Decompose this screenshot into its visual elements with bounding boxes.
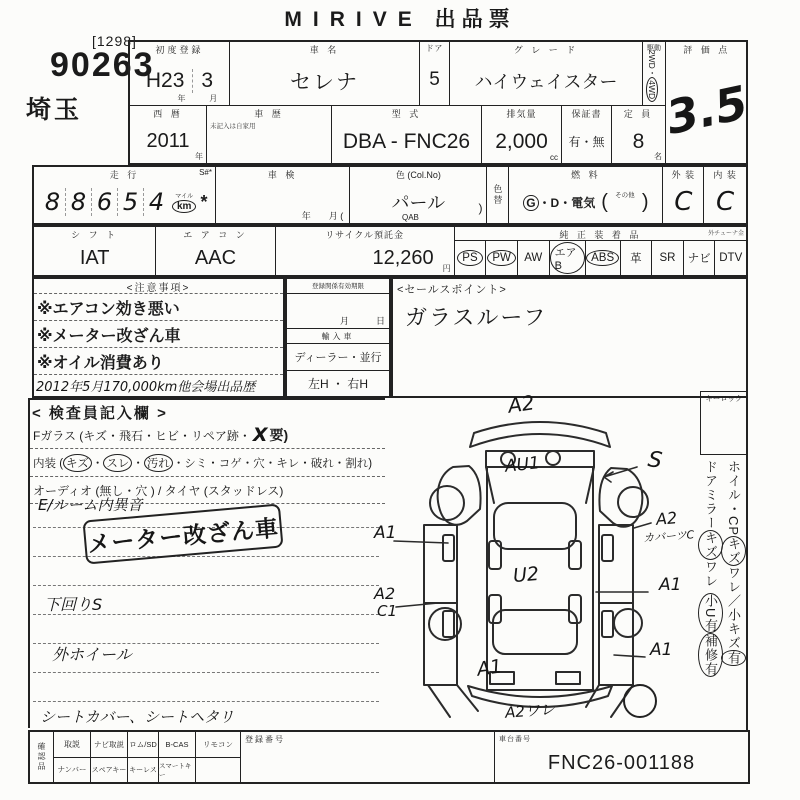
sheet-title-jp: 出品票 (434, 8, 516, 31)
inspector-header: < 検査員記入欄 > (32, 405, 168, 422)
year-label: 西 暦 (153, 109, 183, 120)
sales-point-value: ガラスルーフ (405, 305, 548, 330)
fuel-other-label: その他 (615, 191, 635, 199)
chassis-number-cell (495, 732, 748, 782)
mark-left-front: A1 (374, 523, 397, 543)
inspector-note: 外ホイール (52, 645, 132, 664)
year-value: 2011 (146, 130, 190, 153)
handle-position-label: 左H ・ 右H (307, 376, 368, 391)
doc-cell-empty (196, 758, 240, 783)
equip-airbag: エアB (550, 241, 586, 275)
grade-cell (450, 42, 643, 105)
shift-label: シ フ ト (71, 230, 119, 240)
mirror-condition-note: ドアミラーキズワレ 小U有補修有 (700, 460, 723, 732)
keylock-label: キーロック (705, 394, 743, 403)
front-bumper (470, 422, 610, 447)
keylock-box (700, 391, 748, 455)
lot-bracket: [1298] (92, 33, 137, 49)
mark-roof: U2 (512, 562, 540, 588)
dealer-parallel-label: ディーラー・並行 (287, 344, 389, 371)
warranty-value: 有・無 (568, 135, 605, 150)
first-reg-year-unit: 年 (177, 94, 186, 104)
chassis-number-label: 車台番号 (499, 736, 531, 743)
mark-rear-hatch: A1 (475, 655, 504, 681)
doc-cell-spare-key (91, 758, 128, 783)
equip-sr: SR (652, 241, 684, 275)
mark-hood: AU1 (504, 453, 541, 477)
displacement-unit: cc (550, 153, 558, 162)
front-glass-text: Fガラス (キズ・飛石・ヒビ・リペア跡・ (33, 428, 251, 443)
fuel-paren-close: ) (641, 190, 649, 213)
notice-line: ※エアコン効き悪い (34, 294, 283, 321)
auction-number: 90263 (50, 46, 155, 84)
interior-grade-value: C (716, 187, 735, 217)
mileage-unit-top: マイル (175, 194, 194, 200)
history-label: 車 歴 (254, 109, 284, 120)
first-registration-era: H23 (145, 68, 185, 92)
inspection-label: 車 検 (267, 170, 298, 180)
color-cell (350, 167, 487, 223)
wheel (614, 609, 642, 637)
capacity-value: 8 (632, 129, 645, 153)
doc-label: リモコン (203, 739, 233, 749)
car-name-label: 車 名 (309, 45, 340, 55)
front-glass-x-mark: X (252, 424, 268, 446)
washer-nozzle (546, 451, 560, 465)
doc-cell-smart-key (159, 758, 196, 783)
exterior-grade-cell (663, 167, 704, 223)
inspector-note: E/ルーム内異音 (38, 496, 143, 514)
mark-front-bumper: A2 (506, 390, 536, 418)
capacity-unit: 名 (654, 152, 662, 161)
serial-label: S#* (199, 168, 212, 177)
mileage-asterisk: * (200, 191, 208, 212)
registration-month-label: 月 (340, 316, 350, 326)
panel-window (443, 611, 454, 637)
doc-label: B-CAS (165, 739, 189, 749)
aircon-cell (156, 227, 275, 275)
panel-window (602, 535, 613, 561)
doc-cell-rom-sd (128, 732, 159, 757)
factory-equipment-label: 純 正 装 着 品 (455, 227, 746, 241)
doc-cell-manual (54, 732, 91, 757)
equip-pw: PW (486, 241, 518, 275)
model-code-cell (332, 106, 482, 163)
doc-label: ナビ取説 (94, 739, 124, 749)
door-cell (420, 42, 450, 105)
mileage-unit: km (172, 200, 196, 213)
inspection-cell (216, 167, 350, 223)
mark-left-rear-a2: A2 (374, 584, 396, 603)
brand-logo: MIRIVE (284, 8, 423, 31)
mileage-label: 走 行 (109, 170, 140, 180)
door-window (489, 595, 501, 623)
venue-label: 埼玉 (26, 96, 83, 124)
tail-light (556, 672, 580, 684)
first-registration-month: 3 (192, 69, 213, 93)
mark-right-door: A1 (659, 575, 682, 595)
history-cell (207, 106, 332, 163)
door-value: 5 (429, 68, 440, 90)
history-note: 未記入は自家用 (210, 123, 256, 131)
equipment-corner-note: 外チューナ金 (708, 231, 744, 237)
notices-box (32, 277, 285, 398)
model-code-value: DBA - FNC26 (342, 129, 471, 153)
inspection-month-label: 月 ( (328, 211, 344, 221)
score-value: 3.5 (661, 74, 753, 145)
door-label: ドア (425, 44, 444, 53)
inspector-note: 下回りS (44, 595, 103, 614)
capacity-label: 定 員 (623, 109, 654, 120)
sales-point-header: <セールスポイント> (397, 284, 507, 296)
doc-label: スペアキー (91, 766, 127, 774)
exterior-grade-value: C (674, 187, 693, 217)
recycle-fee-unit: 円 (442, 264, 451, 273)
model-code-label: 型 式 (391, 109, 422, 120)
car-name-value: セレナ (290, 70, 359, 94)
registration-header: 登録関係有効期限 (287, 279, 389, 294)
displacement-value: 2,000 (495, 129, 548, 153)
front-glass-line (30, 422, 385, 449)
wheel (430, 486, 464, 520)
mileage-digit-5: 4 (148, 188, 165, 216)
fuel-cell (509, 167, 663, 223)
interior-grade-cell (704, 167, 746, 223)
fuel-label: 燃 料 (571, 170, 601, 180)
door-window (569, 595, 581, 623)
car-diagram (390, 395, 700, 735)
displacement-label: 排気量 (506, 109, 537, 120)
panel-window (443, 535, 454, 561)
notice-line: ※オイル消費あり (34, 348, 283, 375)
drive-options: 2WD・4WD (646, 48, 658, 104)
equip-leather: 革 (621, 241, 653, 275)
condition-row (32, 165, 748, 225)
vehicle-header-table (128, 40, 753, 165)
mileage-cell (34, 167, 216, 223)
doc-label: キーレス (129, 766, 157, 774)
mileage-digit-3: 6 (92, 188, 118, 216)
inspector-box (28, 398, 385, 728)
doc-cell-bcas (159, 732, 196, 757)
color-code: QAB (401, 213, 419, 222)
displacement-cell (482, 106, 562, 163)
mark-right-quarter: A1 (650, 640, 673, 660)
fuel-options: G ・D・電気 (523, 194, 595, 211)
body-sides (487, 467, 593, 690)
mark-mirror: S (646, 447, 664, 474)
warranty-label: 保証書 (571, 109, 602, 120)
meter-tamper-stamp: メーター改ざん車 (82, 503, 283, 564)
inspection-year-label: 年 (301, 211, 311, 221)
wheel-condition-note: ホイル・CPキズワレ／小キズ有 (723, 460, 746, 732)
equip-navi: ナビ (684, 241, 716, 275)
doc-label: 取説 (64, 739, 80, 749)
grade-label: グ レ ー ド (513, 45, 579, 55)
color-value: パール (391, 193, 446, 213)
drive-label: 駆動 (647, 45, 661, 52)
audio-tire-line: オーディオ (無し・穴 ) / タイヤ (スタッドレス) (30, 477, 385, 504)
chassis-number-value: FNC26-001188 (547, 751, 696, 774)
right-door-panel (599, 525, 633, 685)
equipment-row (32, 225, 748, 277)
doc-label: スマートキー (159, 762, 192, 779)
wheel (618, 487, 648, 517)
factory-equipment-cell (455, 227, 746, 275)
equip-ps: PS (455, 241, 487, 275)
first-reg-month-unit: 月 (209, 94, 218, 104)
rear-glass (493, 610, 577, 654)
notice-line: ※メーター改ざん車 (34, 321, 283, 348)
shift-value: IAT (79, 246, 110, 269)
right-strip-divider (746, 391, 748, 730)
hand-circle-mark (623, 684, 657, 718)
warranty-cell (562, 106, 612, 163)
recycle-fee-cell (276, 227, 455, 275)
car-name-cell (230, 42, 420, 105)
mark-left-rear-c1: C1 (377, 602, 398, 620)
mark-rear-bumper: A2ワレ (504, 700, 556, 722)
mark-right-side: A2 (655, 508, 678, 529)
left-door-panel (424, 525, 457, 685)
doc-cell-remote (196, 732, 240, 757)
mileage-digit-1: 8 (40, 188, 66, 216)
registration-number-cell (241, 732, 495, 782)
aircon-value: AAC (194, 246, 237, 269)
first-registration-cell (130, 42, 230, 105)
doc-label: ナンバー (57, 765, 87, 775)
sales-point-box (391, 277, 748, 398)
inspector-note: シートカバー、シートヘタリ (40, 708, 234, 726)
recycle-fee-value: 12,260 (372, 246, 434, 269)
registration-box (285, 277, 391, 398)
doc-cell-plate (54, 758, 91, 783)
year-unit: 年 (195, 152, 203, 161)
doc-label: ロム/SD (129, 739, 157, 749)
aircon-label: エ ア コ ン (183, 230, 248, 240)
windshield (494, 503, 576, 549)
color-paren: ) (478, 201, 483, 215)
interior-condition-line: 内装 ( キズ ・ スレ ・ 汚れ ・シミ・コゲ・穴・キレ・破れ・割れ) (30, 449, 385, 477)
color-change-label: 色替 (492, 184, 503, 206)
equip-dtv: DTV (719, 252, 743, 264)
recycle-fee-label: リサイクル預託金 (325, 230, 405, 240)
front-glass-suffix: 要) (269, 427, 289, 443)
mileage-digit-2: 8 (66, 188, 92, 216)
score-cell (661, 42, 753, 163)
equip-abs: ABS (586, 241, 621, 275)
color-change-cell (487, 167, 509, 223)
notice-handwritten: 2012年5月170,000km他会場出品歴 (36, 380, 256, 395)
capacity-cell (612, 106, 665, 163)
panel-window (602, 611, 613, 637)
color-label: 色 (Col.No) (395, 170, 441, 180)
shift-cell (34, 227, 156, 275)
sheet-title (0, 3, 800, 33)
mileage-digit-4: 5 (118, 188, 144, 216)
mark-right-side-note: カバーツC (642, 528, 695, 545)
notices-header: <注意事項> (34, 279, 283, 294)
exterior-grade-label: 外 装 (671, 170, 696, 180)
registration-day-label: 日 (375, 316, 385, 326)
confirm-items-label: 確認品 (37, 742, 46, 772)
doc-cell-keyless (128, 758, 159, 783)
registration-number-label: 登録番号 (245, 735, 285, 744)
right-condition-strip (700, 460, 746, 732)
year-cell (130, 106, 207, 163)
first-registration-label: 初度登録 (155, 45, 204, 55)
fuel-paren-open: ( (601, 190, 608, 213)
score-label: 評 価 点 (683, 45, 731, 55)
grade-value: ハイウェイスター (474, 71, 618, 92)
equip-aw: AW (518, 241, 550, 275)
interior-grade-label: 内 装 (713, 170, 737, 180)
import-car-label: 輸入車 (287, 329, 389, 344)
bottom-table (28, 730, 750, 784)
confirm-items-label-cell (30, 732, 54, 782)
doc-cell-navi-manual (91, 732, 128, 757)
